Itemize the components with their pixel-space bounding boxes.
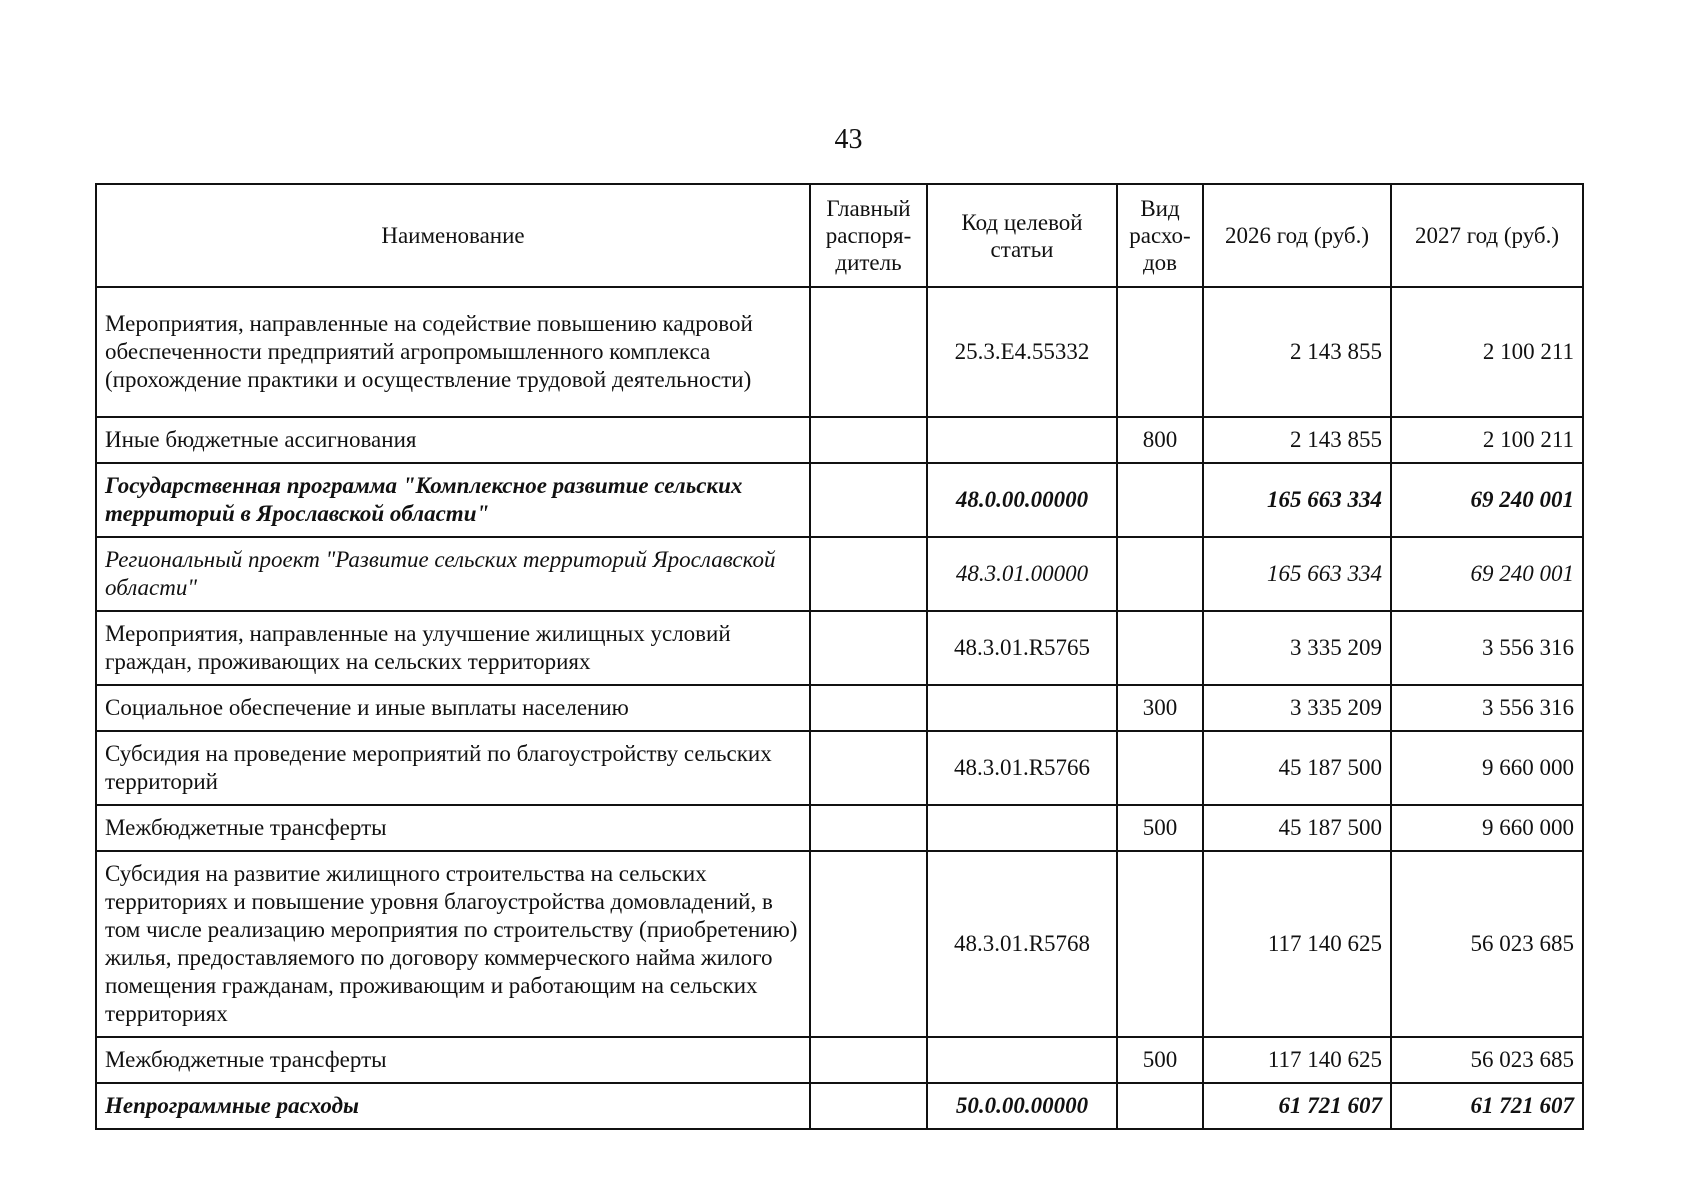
- row-2027: 56 023 685: [1391, 1037, 1583, 1083]
- row-name: Государственная программа "Комплексное развитие сельских территорий в Ярославской области": [96, 463, 810, 537]
- row-name: Субсидия на развитие жилищного строительства на сельских территориях и повышение уровня благоустройства домовладений, в том числе реализацию мероприятия по строительству (приобретению) жилья, предоставляемого по договору коммерческого найма жилого помещения гражданам, проживающим и работающим на сельских территориях: [96, 851, 810, 1037]
- row-2027: 2 100 211: [1391, 417, 1583, 463]
- row-2027: 56 023 685: [1391, 851, 1583, 1037]
- row-manager: [810, 537, 927, 611]
- table-row: [96, 417, 1583, 463]
- row-2026: 45 187 500: [1203, 731, 1391, 805]
- row-2026: 3 335 209: [1203, 685, 1391, 731]
- row-expense-type: [1117, 463, 1203, 537]
- row-code: 48.0.00.00000: [927, 463, 1117, 537]
- row-code: 48.3.01.R5766: [927, 731, 1117, 805]
- row-manager: [810, 463, 927, 537]
- row-code: 25.3.Е4.55332: [927, 287, 1117, 417]
- table-row: [96, 851, 1583, 1037]
- header-name: Наименование: [96, 184, 810, 287]
- row-name: Межбюджетные трансферты: [96, 805, 810, 851]
- row-code: [927, 1037, 1117, 1083]
- row-name: Иные бюджетные ассигнования: [96, 417, 810, 463]
- row-name: Социальное обеспечение и иные выплаты населению: [96, 685, 810, 731]
- row-expense-type: 800: [1117, 417, 1203, 463]
- row-expense-type: [1117, 611, 1203, 685]
- header-code: Код целевой статьи: [927, 184, 1117, 287]
- row-name: Мероприятия, направленные на улучшение жилищных условий граждан, проживающих на сельских территориях: [96, 611, 810, 685]
- row-name: Межбюджетные трансферты: [96, 1037, 810, 1083]
- table-row: [96, 287, 1583, 417]
- row-2027: 3 556 316: [1391, 611, 1583, 685]
- row-expense-type: [1117, 851, 1203, 1037]
- row-code: 50.0.00.00000: [927, 1083, 1117, 1129]
- table-row: [96, 463, 1583, 537]
- header-2027: 2027 год (руб.): [1391, 184, 1583, 287]
- row-2026: 165 663 334: [1203, 463, 1391, 537]
- row-expense-type: [1117, 537, 1203, 611]
- row-manager: [810, 685, 927, 731]
- table-row: [96, 685, 1583, 731]
- row-code: 48.3.01.00000: [927, 537, 1117, 611]
- table-row: [96, 537, 1583, 611]
- row-name: Субсидия на проведение мероприятий по благоустройству сельских территорий: [96, 731, 810, 805]
- row-manager: [810, 287, 927, 417]
- row-code: 48.3.01.R5768: [927, 851, 1117, 1037]
- row-name: Региональный проект "Развитие сельских территорий Ярославской области": [96, 537, 810, 611]
- row-manager: [810, 1037, 927, 1083]
- row-manager: [810, 1083, 927, 1129]
- row-manager: [810, 731, 927, 805]
- header-row: [96, 184, 1583, 287]
- row-2026: 165 663 334: [1203, 537, 1391, 611]
- row-2027: 9 660 000: [1391, 731, 1583, 805]
- row-2027: 69 240 001: [1391, 463, 1583, 537]
- row-code: [927, 805, 1117, 851]
- table-row: [96, 1083, 1583, 1129]
- table-row: [96, 611, 1583, 685]
- row-code: 48.3.01.R5765: [927, 611, 1117, 685]
- row-2026: 3 335 209: [1203, 611, 1391, 685]
- row-manager: [810, 805, 927, 851]
- row-2026: 2 143 855: [1203, 417, 1391, 463]
- row-name: Непрограммные расходы: [96, 1083, 810, 1129]
- header-2026: 2026 год (руб.): [1203, 184, 1391, 287]
- row-expense-type: [1117, 287, 1203, 417]
- row-2027: 3 556 316: [1391, 685, 1583, 731]
- row-manager: [810, 851, 927, 1037]
- row-2026: 117 140 625: [1203, 851, 1391, 1037]
- row-2026: 61 721 607: [1203, 1083, 1391, 1129]
- header-manager: Главный распоря-дитель: [810, 184, 927, 287]
- row-manager: [810, 611, 927, 685]
- row-code: [927, 417, 1117, 463]
- row-manager: [810, 417, 927, 463]
- table-row: [96, 731, 1583, 805]
- row-2026: 117 140 625: [1203, 1037, 1391, 1083]
- row-expense-type: 500: [1117, 1037, 1203, 1083]
- row-expense-type: 500: [1117, 805, 1203, 851]
- row-expense-type: [1117, 731, 1203, 805]
- row-expense-type: 300: [1117, 685, 1203, 731]
- row-2027: 2 100 211: [1391, 287, 1583, 417]
- row-2027: 9 660 000: [1391, 805, 1583, 851]
- row-2026: 45 187 500: [1203, 805, 1391, 851]
- header-expense-type: Вид расхо-дов: [1117, 184, 1203, 287]
- row-2027: 61 721 607: [1391, 1083, 1583, 1129]
- row-name: Мероприятия, направленные на содействие повышению кадровой обеспеченности предприятий агропромышленного комплекса (прохождение практики и осуществление трудовой деятельности): [96, 287, 810, 417]
- row-expense-type: [1117, 1083, 1203, 1129]
- row-2026: 2 143 855: [1203, 287, 1391, 417]
- row-2027: 69 240 001: [1391, 537, 1583, 611]
- budget-table: [95, 183, 1584, 1130]
- row-code: [927, 685, 1117, 731]
- table-row: [96, 805, 1583, 851]
- table-row: [96, 1037, 1583, 1083]
- page-number: 43: [834, 124, 863, 155]
